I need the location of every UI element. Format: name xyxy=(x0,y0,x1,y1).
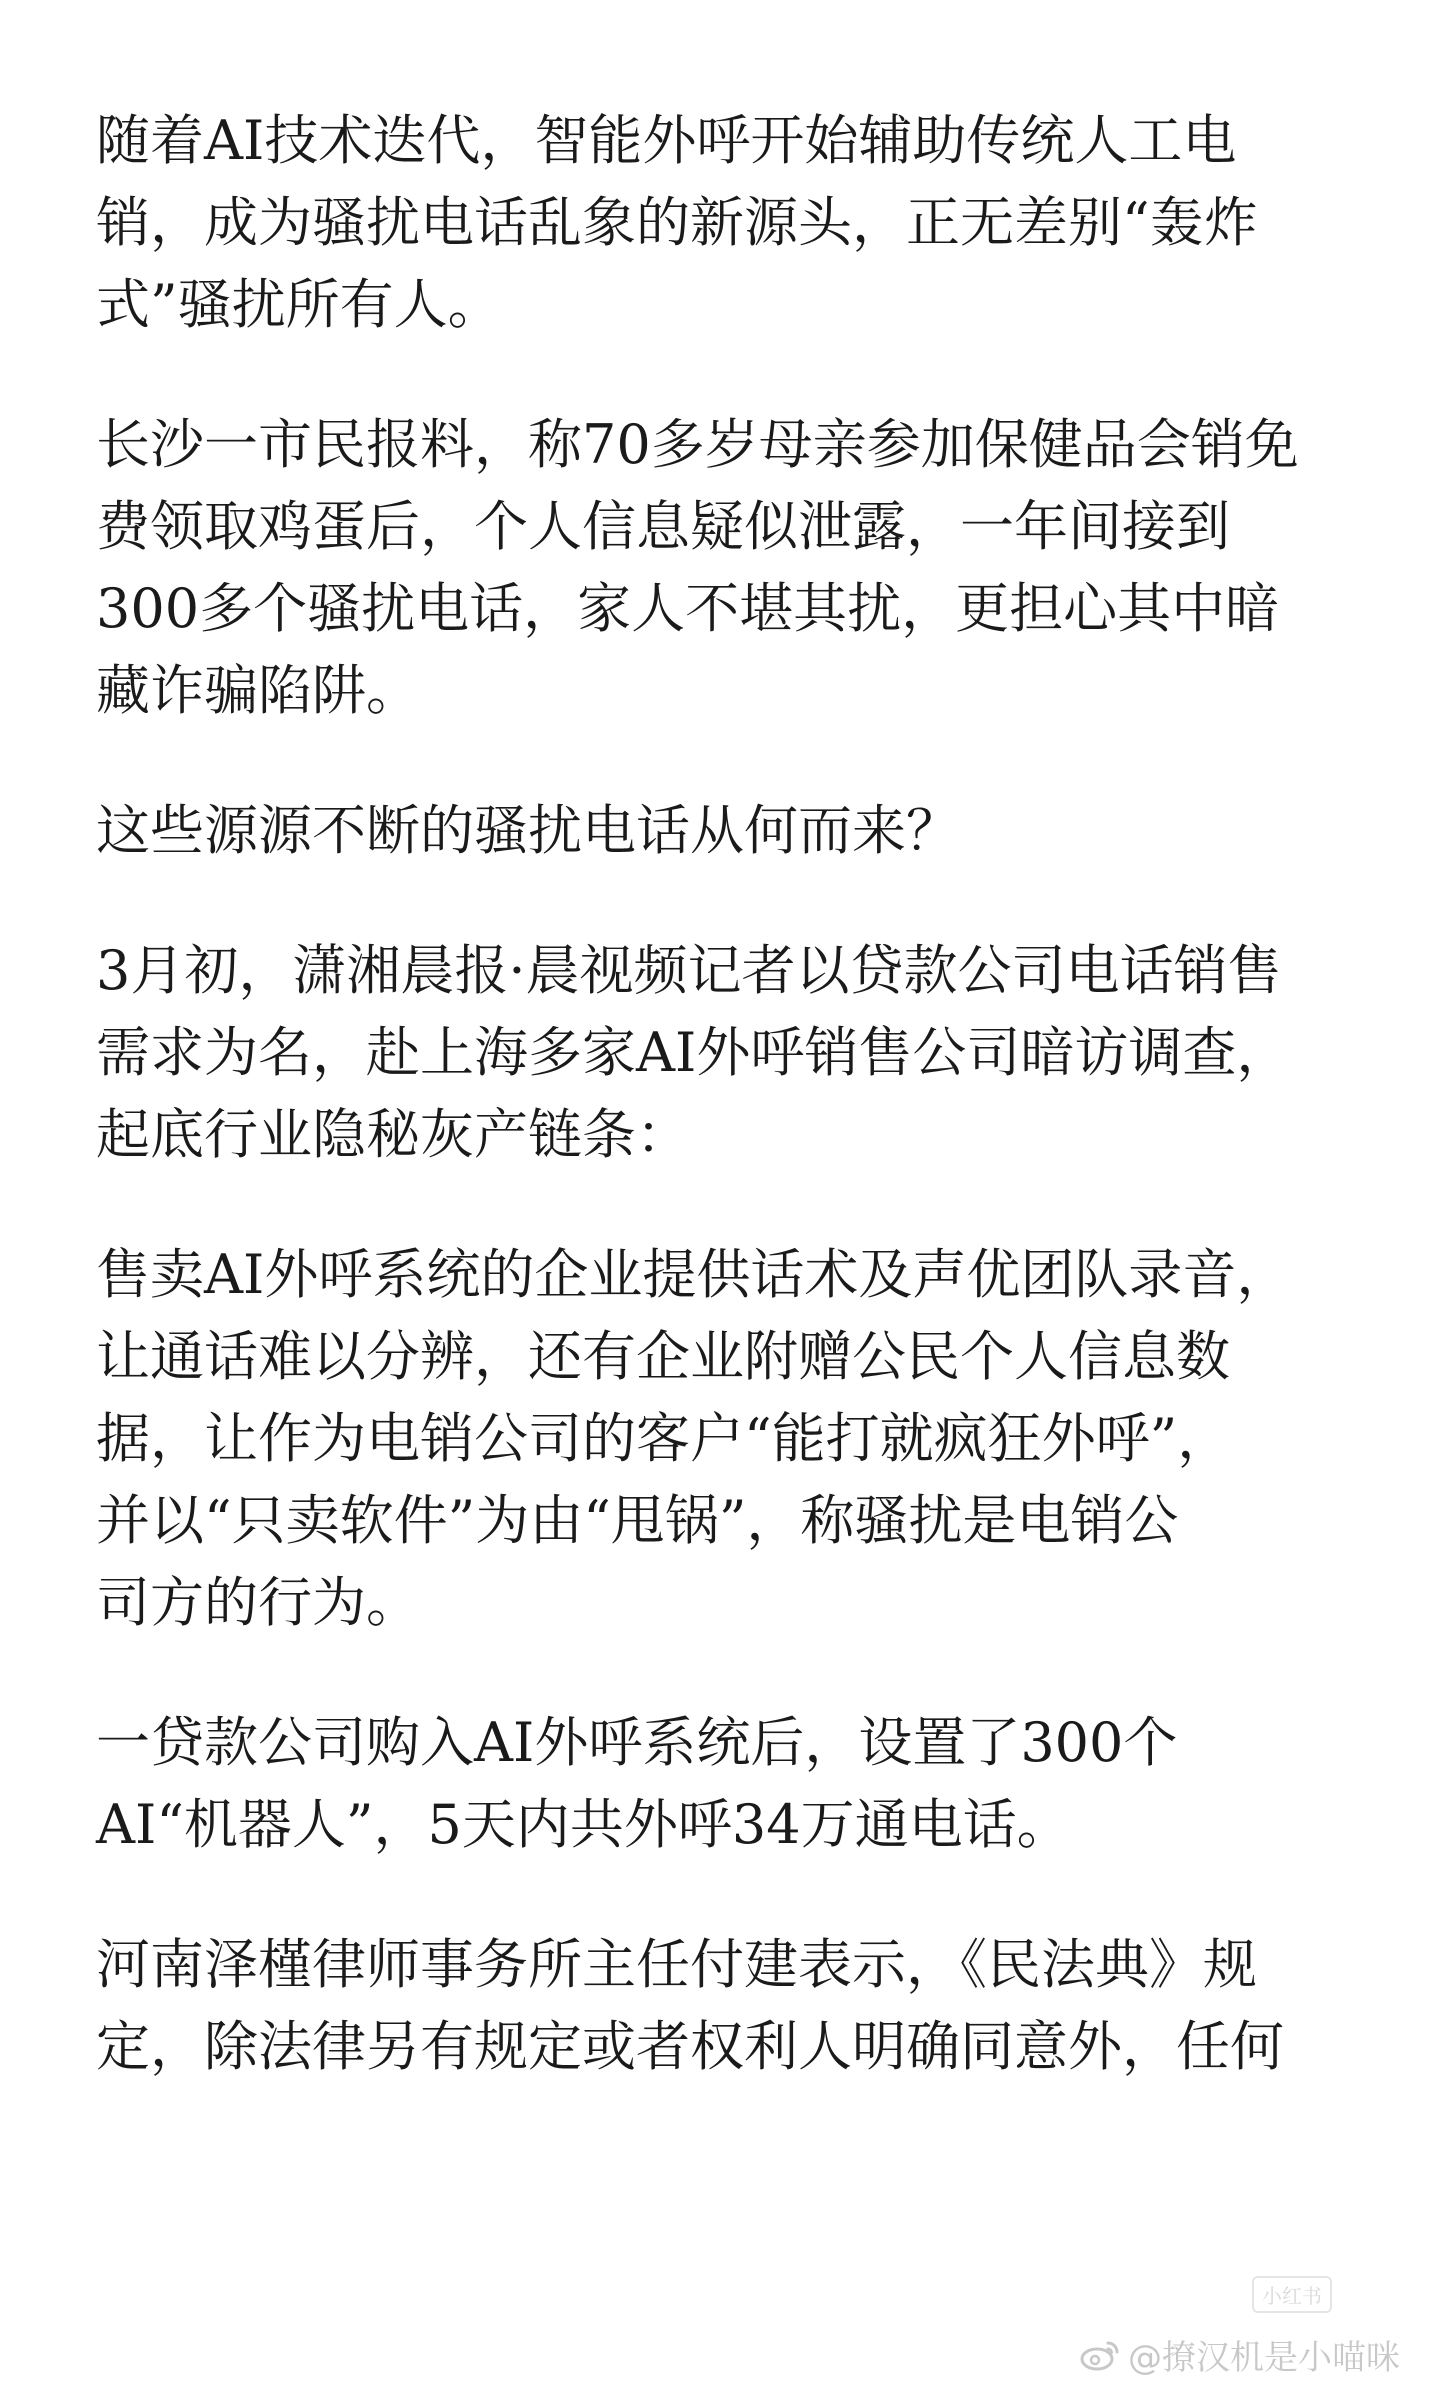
watermark-text: @撩汉机是小喵咪 xyxy=(1128,2338,1400,2378)
text-line: 定，除法律另有规定或者权利人明确同意外，任何 xyxy=(96,2015,1284,2078)
text-line: 藏诈骗陷阱。 xyxy=(96,659,420,722)
text-line: 据，让作为电销公司的客户“能打就疯狂外呼”， xyxy=(96,1407,1232,1470)
text-line: 随着AI技术迭代，智能外呼开始辅助传统人工电 xyxy=(96,109,1237,172)
text-line: 起底行业隐秘灰产链条： xyxy=(96,1103,690,1166)
text-line: 这些源源不断的骚扰电话从何而来？ xyxy=(96,799,960,862)
text-line: 300多个骚扰电话，家人不堪其扰，更担心其中暗 xyxy=(96,577,1280,640)
paragraph xyxy=(96,1924,1356,2088)
paragraph xyxy=(96,404,1356,732)
paragraph xyxy=(96,790,1356,872)
text-line: 长沙一市民报料，称70多岁母亲参加保健品会销免 xyxy=(96,413,1299,476)
text-line: 河南泽槿律师事务所主任付建表示，《民法典》规 xyxy=(96,1933,1257,1996)
text-line: 司方的行为。 xyxy=(96,1571,420,1634)
text-line: 销，成为骚扰电话乱象的新源头，正无差别“轰炸 xyxy=(96,191,1258,254)
text-line: 让通话难以分辨，还有企业附赠公民个人信息数 xyxy=(96,1325,1230,1388)
paragraph xyxy=(96,1234,1356,1644)
article-body xyxy=(96,100,1356,2146)
text-line: 式”骚扰所有人。 xyxy=(96,273,502,336)
paragraph xyxy=(96,100,1356,346)
text-line: 售卖AI外呼系统的企业提供话术及声优团队录音， xyxy=(96,1243,1291,1306)
text-line: 3月初，潇湘晨报·晨视频记者以贷款公司电话销售 xyxy=(96,939,1282,1002)
watermark xyxy=(1078,2330,1400,2379)
text-line: 费领取鸡蛋后，个人信息疑似泄露，一年间接到 xyxy=(96,495,1230,558)
paragraph xyxy=(96,1702,1356,1866)
text-line: AI“机器人”，5天内共外呼34万通电话。 xyxy=(96,1793,1071,1856)
xiaohongshu-logo: 小红书 xyxy=(1252,2276,1332,2313)
paragraph xyxy=(96,930,1356,1176)
text-line: 一贷款公司购入AI外呼系统后，设置了300个 xyxy=(96,1711,1178,1774)
text-line: 需求为名，赴上海多家AI外呼销售公司暗访调查， xyxy=(96,1021,1291,1084)
weibo-icon xyxy=(1078,2337,1122,2373)
text-line: 并以“只卖软件”为由“甩锅”，称骚扰是电销公 xyxy=(96,1489,1179,1552)
